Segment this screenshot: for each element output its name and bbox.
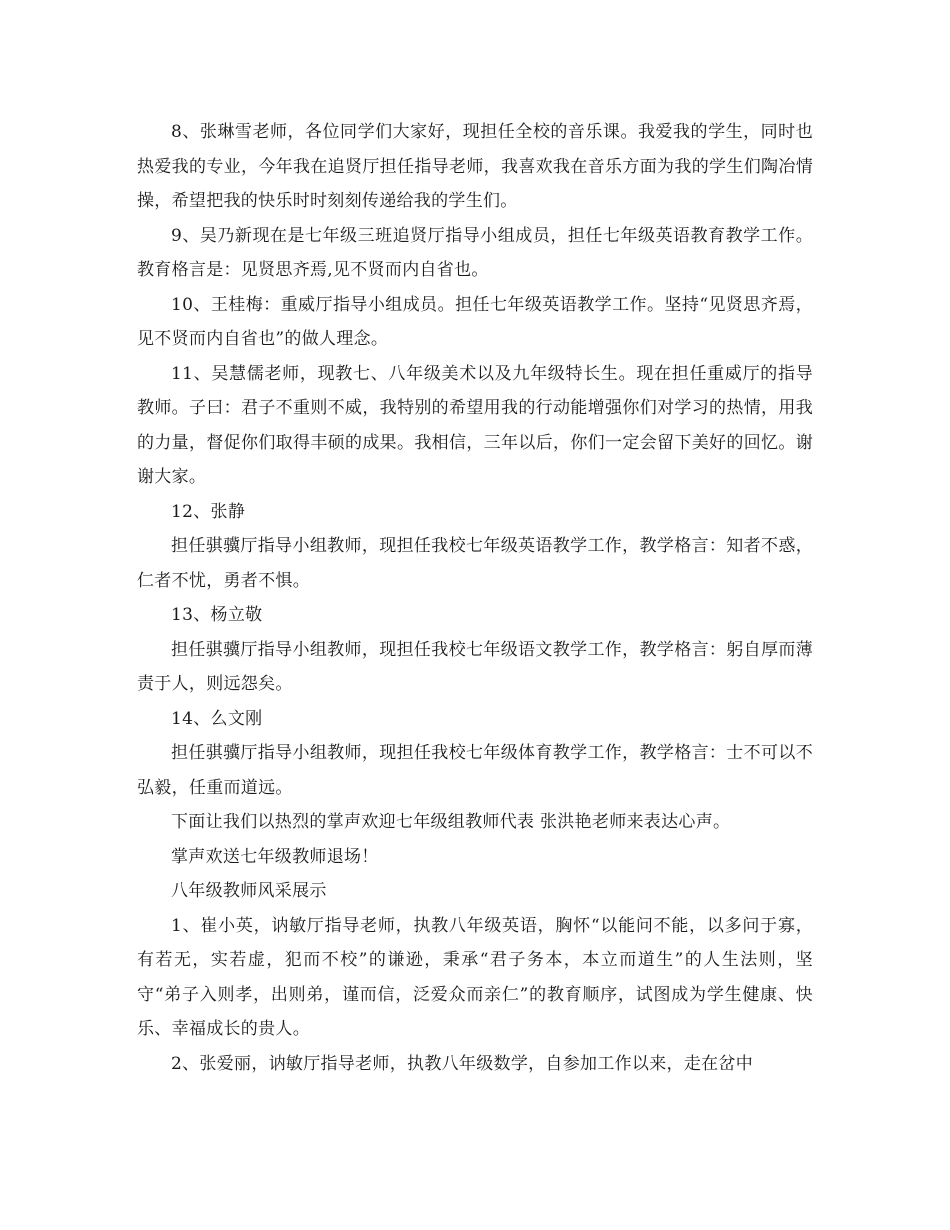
- heading-teacher-14: 14、么文刚: [171, 708, 263, 729]
- heading-teacher-13: 13、杨立敬: [171, 605, 263, 625]
- paragraph-grade8-teacher-1: 1、崔小英，讷敏厅指导老师，执教八年级英语，胸怀“以能问不能，以多问于寡，有若无，实若虚，犯而不校”的谦逊，秉承“君子务本，本立而道生”的人生法则，坚守“弟子入则孝，出则弟，谨而信，泛爱众而亲仁”的教育顺序，试图成为学生健康、快乐、幸福成长的贵人。: [137, 915, 813, 1039]
- paragraph-grade8-teacher-2: 2、张爱丽，讷敏厅指导老师，执教八年级数学，自参加工作以来，走在岔中: [171, 1053, 754, 1074]
- heading-teacher-12: 12、张静: [171, 501, 246, 522]
- paragraph-teacher-10: 10、王桂梅：重威厅指导小组成员。担任七年级英语教学工作。坚持“见贤思齐焉，见不贤而内自省也”的做人理念。: [137, 294, 813, 349]
- section-heading-grade-8: 八年级教师风采展示: [171, 881, 327, 901]
- paragraph-welcome-representative: 下面让我们以热烈的掌声欢迎七年级组教师代表 张洪艳老师来表达心声。: [171, 812, 731, 832]
- document-page: [137, 115, 813, 1081]
- paragraph-teacher-9: 9、吴乃新现在是七年级三班追贤厅指导小组成员，担任七年级英语教育教学工作。教育格言是：见贤思齐焉,见不贤而内自省也。: [137, 225, 813, 280]
- paragraph-teacher-8: 8、张琳雪老师，各位同学们大家好，现担任全校的音乐课。我爱我的学生，同时也热爱我的专业，今年我在追贤厅担任指导老师，我喜欢我在音乐方面为我的学生们陶冶情操，希望把我的快乐时时刻刻传递给我的学生们。: [137, 122, 813, 211]
- paragraph-teacher-14: 担任骐骥厅指导小组教师，现担任我校七年级体育教学工作，教学格言：士不可以不弘毅，任重而道远。: [137, 743, 813, 798]
- paragraph-teacher-13: 担任骐骥厅指导小组教师，现担任我校七年级语文教学工作，教学格言：躬自厚而薄责于人，则远怨矣。: [137, 639, 813, 694]
- paragraph-teacher-11: 11、吴慧儒老师，现教七、八年级美术以及九年级特长生。现在担任重威厅的指导教师。子曰：君子不重则不威，我特别的希望用我的行动能增强你们对学习的热情，用我的力量，督促你们取得丰硕的成果。我相信，三年以后，你们一定会留下美好的回忆。谢谢大家。: [137, 363, 813, 487]
- paragraph-teacher-12: 担任骐骥厅指导小组教师，现担任我校七年级英语教学工作，教学格言：知者不惑，仁者不忧，勇者不惧。: [137, 536, 813, 591]
- paragraph-farewell: 掌声欢送七年级教师退场！: [171, 846, 379, 867]
